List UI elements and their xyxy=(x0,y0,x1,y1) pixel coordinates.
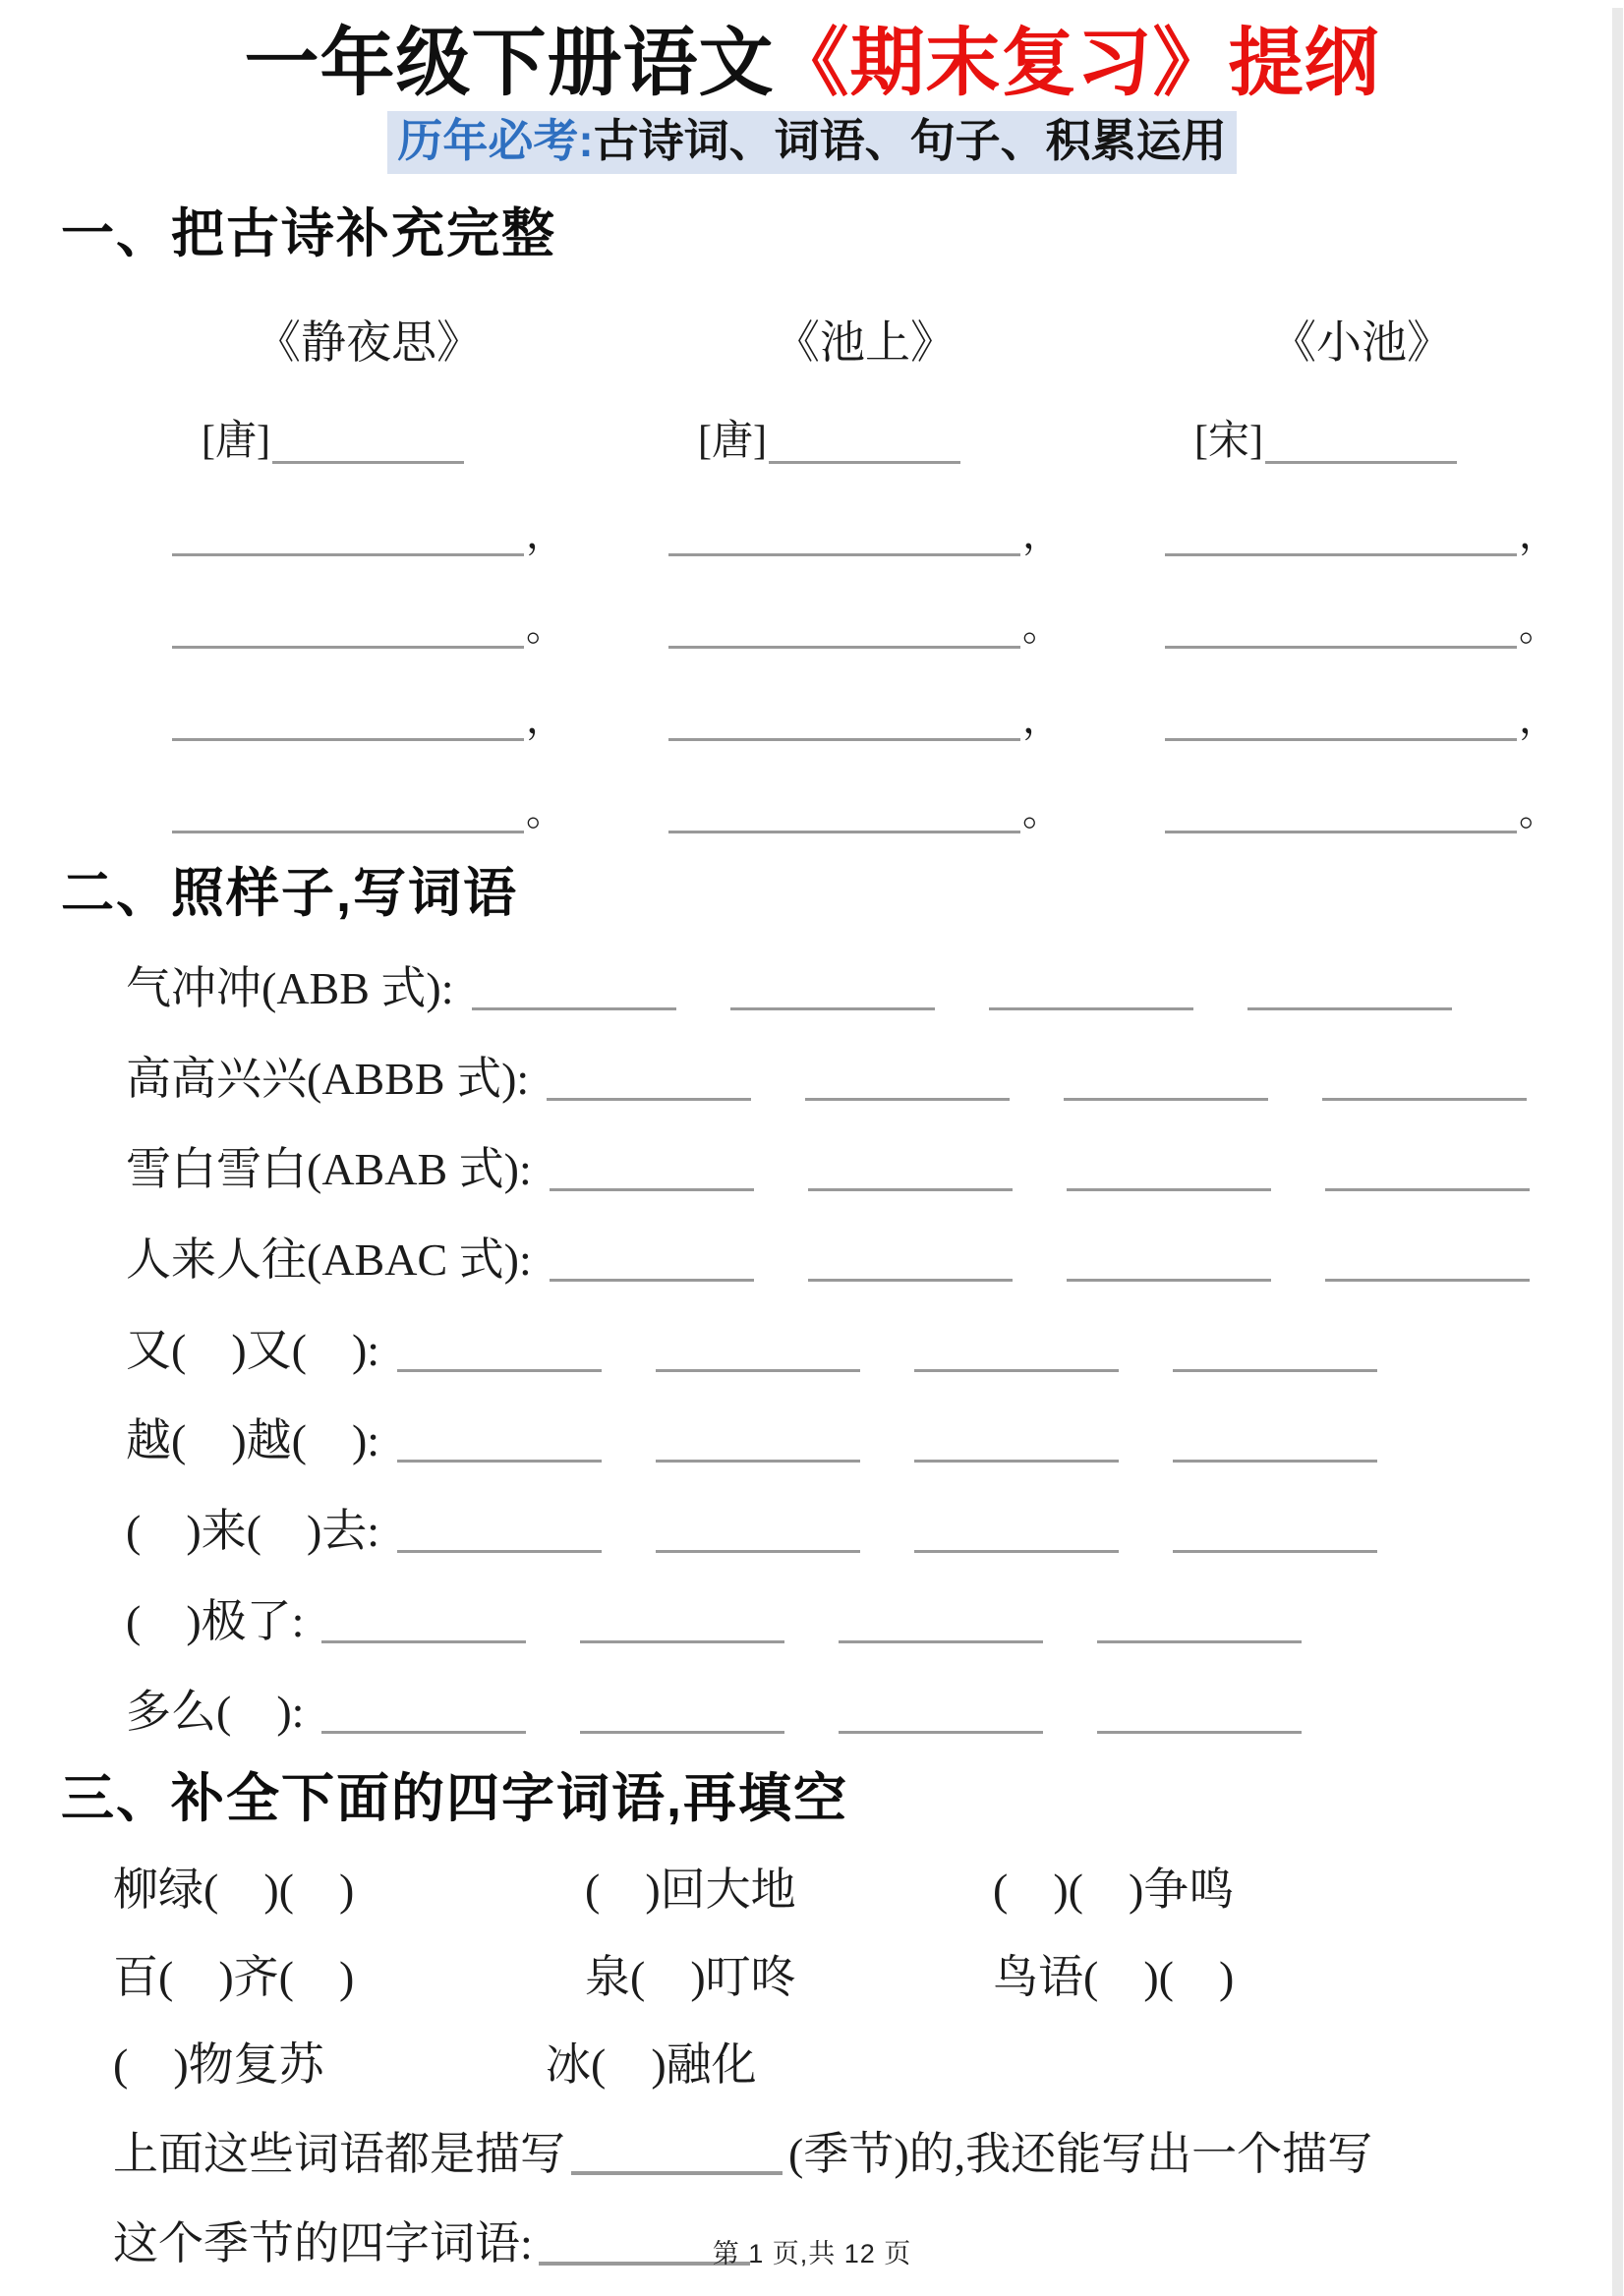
idiom-item: 鸟语( )( ) xyxy=(993,1951,1235,2002)
poem-columns xyxy=(0,318,1624,834)
verse-punctuation: 。 xyxy=(1519,789,1558,834)
poem-title: 《静夜思》 xyxy=(256,316,482,368)
fill-blank xyxy=(1325,1271,1530,1282)
fill-blank xyxy=(989,1000,1193,1010)
verse-row xyxy=(172,512,565,557)
fill-blank xyxy=(397,1542,602,1553)
fill-blank xyxy=(1067,1271,1271,1282)
idiom-row-2 xyxy=(113,1950,1624,2004)
sentence-text-before: 上面这些词语都是描写 xyxy=(113,2129,565,2180)
verse-row xyxy=(1165,512,1558,557)
fill-blank xyxy=(808,1271,1013,1282)
fill-blank xyxy=(1325,1180,1530,1191)
word-pattern-row-duome xyxy=(126,1684,1624,1739)
idiom-item: 百( )齐( ) xyxy=(113,1951,355,2002)
verse-punctuation: ， xyxy=(1519,697,1558,742)
pattern-label: 又( )又( ): xyxy=(126,1324,380,1375)
poem-title: 《池上》 xyxy=(775,316,956,368)
idiom-row-1 xyxy=(113,1863,1624,1917)
subtitle-text: 古诗词、词语、句子、积累运用 xyxy=(593,115,1227,167)
dynasty-label: [唐] xyxy=(202,419,270,465)
pattern-label: ( )极了: xyxy=(126,1595,305,1646)
word-pattern-row-ji-le xyxy=(126,1593,1624,1648)
fill-blank xyxy=(1173,1361,1377,1372)
fill-blank xyxy=(808,1180,1013,1191)
fill-blank xyxy=(1247,1000,1452,1010)
idiom-item: 冰( )融化 xyxy=(546,2039,757,2091)
fill-blank xyxy=(550,1180,754,1191)
fill-blank xyxy=(839,1633,1043,1643)
author-fill-blank xyxy=(1265,453,1457,464)
author-fill-blank xyxy=(769,453,960,464)
pattern-label: 越( )越( ): xyxy=(126,1414,380,1465)
poem-author-row xyxy=(1165,419,1558,464)
verse-row xyxy=(1165,604,1558,650)
page-title-red: 《期末复习》提纲 xyxy=(774,22,1380,105)
verse-fill-blank xyxy=(668,823,1020,833)
fill-blank xyxy=(1173,1452,1377,1463)
pattern-label: 高高兴兴(ABBB 式): xyxy=(126,1053,530,1104)
pattern-label: 雪白雪白(ABAB 式): xyxy=(126,1143,532,1194)
fill-blank xyxy=(1064,1090,1268,1101)
verse-punctuation: ， xyxy=(1022,697,1062,742)
fill-blank xyxy=(839,1723,1043,1734)
poem-title: 《小池》 xyxy=(1271,316,1452,368)
verse-fill-blank xyxy=(172,823,524,833)
verse-punctuation: 。 xyxy=(526,604,565,650)
subtitle-highlight-blue: 历年必考: xyxy=(397,115,594,167)
verse-row xyxy=(172,604,565,650)
verse-punctuation: ， xyxy=(526,697,565,742)
idiom-item: 泉( )叮咚 xyxy=(585,1951,796,2002)
fill-blank xyxy=(550,1271,754,1282)
pattern-label: 人来人往(ABAC 式): xyxy=(126,1234,532,1285)
season-fill-sentence xyxy=(113,2127,1624,2181)
dynasty-label: [唐] xyxy=(698,419,767,465)
word-pattern-row-you-you xyxy=(126,1322,1624,1377)
season-fill-blank xyxy=(571,2163,783,2175)
idiom-row-3 xyxy=(113,2038,1624,2092)
fill-blank xyxy=(1173,1542,1377,1553)
fill-blank xyxy=(397,1361,602,1372)
verse-row xyxy=(668,697,1062,742)
fill-blank xyxy=(321,1633,526,1643)
verse-fill-blank xyxy=(668,638,1020,649)
author-fill-blank xyxy=(272,453,464,464)
fill-blank xyxy=(1097,1723,1302,1734)
fill-blank xyxy=(580,1633,784,1643)
verse-row xyxy=(172,789,565,834)
verse-row xyxy=(668,604,1062,650)
page-subtitle xyxy=(387,111,1236,174)
verse-punctuation: 。 xyxy=(1022,604,1062,650)
subtitle-row xyxy=(0,111,1624,174)
fill-blank xyxy=(656,1542,860,1553)
fill-blank xyxy=(805,1090,1010,1101)
verse-fill-blank xyxy=(172,545,524,556)
fill-blank xyxy=(321,1723,526,1734)
word-pattern-row-lai-qu xyxy=(126,1503,1624,1558)
fill-blank xyxy=(914,1452,1119,1463)
verse-fill-blank xyxy=(668,545,1020,556)
verse-fill-blank xyxy=(1165,730,1517,741)
sentence-text-after: (季节)的,我还能写出一个描写 xyxy=(788,2129,1373,2180)
poem-column-jingyesi xyxy=(172,318,565,834)
idiom-item: ( )物复苏 xyxy=(113,2039,324,2091)
scrollbar-track[interactable] xyxy=(1612,8,1623,2296)
fill-blank xyxy=(580,1723,784,1734)
verse-row xyxy=(668,512,1062,557)
fill-blank xyxy=(1322,1090,1527,1101)
verse-fill-blank xyxy=(1165,545,1517,556)
pattern-label: ( )来( )去: xyxy=(126,1505,380,1556)
sentence-text-line2: 这个季节的四字词语: xyxy=(113,2218,533,2269)
verse-fill-blank xyxy=(172,730,524,741)
section2-heading: 二、照样子,写词语 xyxy=(61,864,519,924)
verse-row xyxy=(1165,697,1558,742)
fill-blank xyxy=(397,1452,602,1463)
word-pattern-row-abac xyxy=(126,1232,1624,1287)
verse-fill-blank xyxy=(1165,823,1517,833)
verse-row xyxy=(1165,789,1558,834)
section3-heading: 三、补全下面的四字词语,再填空 xyxy=(61,1768,849,1828)
verse-row xyxy=(172,697,565,742)
fill-blank xyxy=(656,1452,860,1463)
word-pattern-row-yue-yue xyxy=(126,1412,1624,1467)
fill-blank xyxy=(1067,1180,1271,1191)
poem-column-chishang xyxy=(668,318,1062,834)
fill-blank xyxy=(914,1542,1119,1553)
page-number: 第 1 页,共 12 页 xyxy=(712,2239,912,2268)
idiom-item: ( )回大地 xyxy=(585,1864,796,1915)
verse-punctuation: ， xyxy=(1022,512,1062,557)
fill-blank xyxy=(547,1090,751,1101)
verse-fill-blank xyxy=(668,730,1020,741)
verse-punctuation: ， xyxy=(1519,512,1558,557)
verse-punctuation: 。 xyxy=(1519,604,1558,650)
page-title xyxy=(39,22,1585,105)
poem-author-row xyxy=(172,419,565,464)
idiom-item: ( )( )争鸣 xyxy=(993,1864,1235,1915)
idiom-item: 柳绿( )( ) xyxy=(113,1864,355,1915)
pattern-label: 多么( ): xyxy=(126,1686,305,1737)
fill-blank xyxy=(730,1000,935,1010)
verse-punctuation: 。 xyxy=(1022,789,1062,834)
verse-fill-blank xyxy=(1165,638,1517,649)
fill-blank xyxy=(656,1361,860,1372)
verse-fill-blank xyxy=(172,638,524,649)
poem-author-row xyxy=(668,419,1062,464)
fill-blank xyxy=(914,1361,1119,1372)
dynasty-label: [宋] xyxy=(1194,419,1263,465)
section1-heading: 一、把古诗补充完整 xyxy=(61,203,556,263)
poem-column-xiaochi xyxy=(1165,318,1558,834)
pattern-label: 气冲冲(ABB 式): xyxy=(126,962,454,1013)
verse-punctuation: ， xyxy=(526,512,565,557)
word-pattern-row-abbb xyxy=(126,1051,1624,1106)
fill-blank xyxy=(1097,1633,1302,1643)
page-title-black: 一年级下册语文 xyxy=(244,22,775,105)
verse-row xyxy=(668,789,1062,834)
verse-punctuation: 。 xyxy=(526,789,565,834)
fill-blank xyxy=(472,1000,676,1010)
word-pattern-row-abab xyxy=(126,1141,1624,1196)
word-pattern-row-abb xyxy=(126,960,1624,1015)
